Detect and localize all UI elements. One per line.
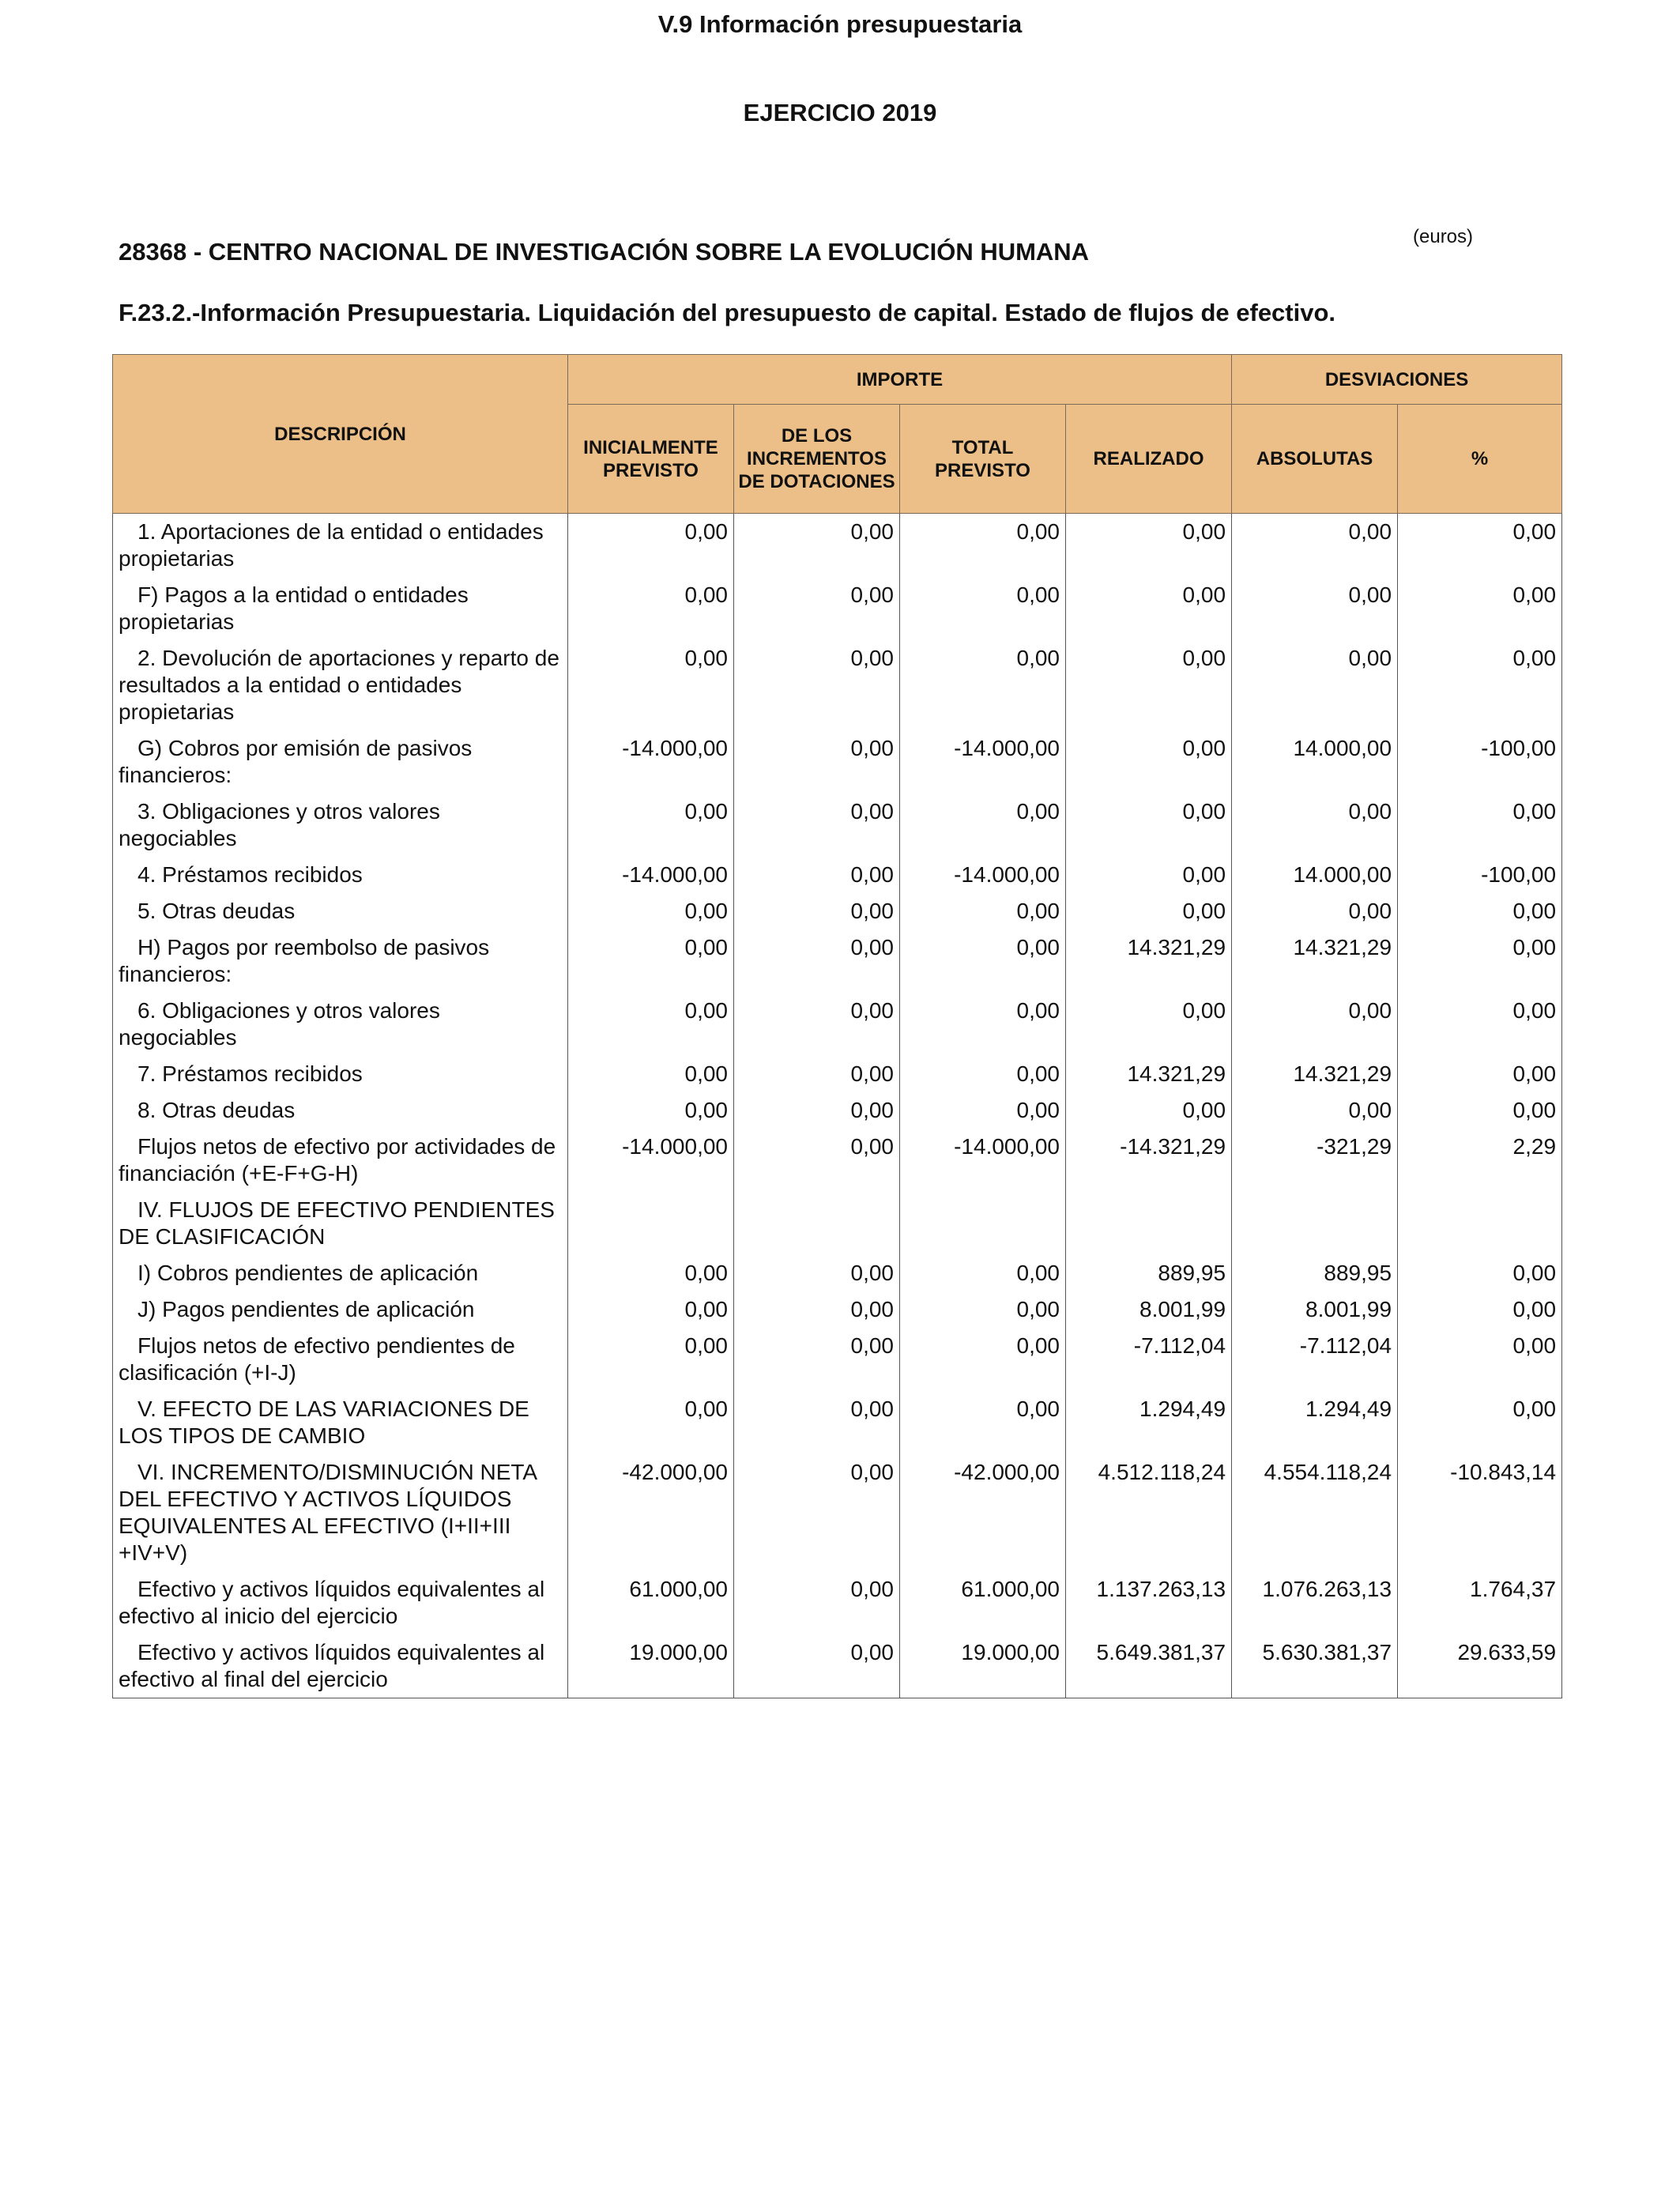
cell-realizado: 14.321,29 <box>1066 1056 1232 1092</box>
cell-realizado: 4.512.118,24 <box>1066 1454 1232 1571</box>
table-row <box>113 893 1562 929</box>
row-description-text: Efectivo y activos líquidos equivalentes al efectivo al inicio del ejercicio <box>119 1577 545 1628</box>
row-description <box>113 1129 568 1192</box>
cell-porcentaje: 0,00 <box>1398 993 1562 1056</box>
cell-total-previsto: 0,00 <box>900 1092 1066 1129</box>
cell-porcentaje: 0,00 <box>1398 640 1562 730</box>
cell-total-previsto: 0,00 <box>900 1328 1066 1391</box>
cell-inicialmente-previsto: -42.000,00 <box>568 1454 734 1571</box>
cell-inicialmente-previsto: 0,00 <box>568 1056 734 1092</box>
cell-inicialmente-previsto: -14.000,00 <box>568 857 734 893</box>
cell-incrementos-dotaciones: 0,00 <box>734 1056 900 1092</box>
row-description-text: 4. Préstamos recibidos <box>137 862 363 887</box>
table-row <box>113 1092 1562 1129</box>
cell-incrementos-dotaciones: 0,00 <box>734 1092 900 1129</box>
cell-absolutas: 4.554.118,24 <box>1232 1454 1398 1571</box>
table-row <box>113 929 1562 993</box>
cell-porcentaje: 0,00 <box>1398 1056 1562 1092</box>
cell-incrementos-dotaciones: 0,00 <box>734 893 900 929</box>
cell-porcentaje: 0,00 <box>1398 893 1562 929</box>
cell-absolutas: 889,95 <box>1232 1255 1398 1291</box>
table-row <box>113 993 1562 1056</box>
cell-inicialmente-previsto: -14.000,00 <box>568 730 734 794</box>
cell-inicialmente-previsto: 19.000,00 <box>568 1634 734 1698</box>
cell-porcentaje: 0,00 <box>1398 1092 1562 1129</box>
cell-realizado: 8.001,99 <box>1066 1291 1232 1328</box>
cell-absolutas: 1.076.263,13 <box>1232 1571 1398 1634</box>
cell-absolutas: 0,00 <box>1232 893 1398 929</box>
cell-inicialmente-previsto: -14.000,00 <box>568 1129 734 1192</box>
cell-absolutas: 0,00 <box>1232 1092 1398 1129</box>
cell-realizado <box>1066 1192 1232 1255</box>
cell-realizado: -7.112,04 <box>1066 1328 1232 1391</box>
table-row <box>113 1571 1562 1634</box>
cell-total-previsto: 0,00 <box>900 1255 1066 1291</box>
cell-total-previsto <box>900 1192 1066 1255</box>
cell-absolutas: 14.000,00 <box>1232 730 1398 794</box>
cell-realizado: 1.294,49 <box>1066 1391 1232 1454</box>
col-header-incrementos-dotaciones: DE LOS INCREMENTOS DE DOTACIONES <box>734 405 900 514</box>
row-description <box>113 857 568 893</box>
page-title: V.9 Información presupuestaria <box>657 10 1023 38</box>
cell-inicialmente-previsto: 0,00 <box>568 1291 734 1328</box>
cell-incrementos-dotaciones: 0,00 <box>734 640 900 730</box>
cell-inicialmente-previsto: 61.000,00 <box>568 1571 734 1634</box>
cell-inicialmente-previsto: 0,00 <box>568 514 734 578</box>
cell-realizado: 0,00 <box>1066 857 1232 893</box>
cell-porcentaje: 0,00 <box>1398 514 1562 578</box>
report-subtitle: F.23.2.-Información Presupuestaria. Liquidación del presupuesto de capital. Estado de flujos de efectivo. <box>119 299 1336 326</box>
cell-total-previsto: 0,00 <box>900 1056 1066 1092</box>
row-description <box>113 893 568 929</box>
row-description-text: VI. INCREMENTO/DISMINUCIÓN NETA DEL EFECTIVO Y ACTIVOS LÍQUIDOS EQUIVALENTES AL EFECTIVO (I+II+III +IV+V) <box>119 1460 537 1565</box>
row-description-text: 8. Otras deudas <box>137 1098 296 1122</box>
cell-realizado: 1.137.263,13 <box>1066 1571 1232 1634</box>
table-row <box>113 1634 1562 1698</box>
row-description <box>113 794 568 857</box>
row-description-text: 6. Obligaciones y otros valores negociables <box>119 998 440 1050</box>
cell-absolutas: -321,29 <box>1232 1129 1398 1192</box>
cell-absolutas: 0,00 <box>1232 794 1398 857</box>
row-description <box>113 929 568 993</box>
group-header-desviaciones: DESVIACIONES <box>1232 355 1562 405</box>
cell-total-previsto: 0,00 <box>900 514 1066 578</box>
cell-porcentaje: 0,00 <box>1398 929 1562 993</box>
table-row <box>113 1192 1562 1255</box>
row-description <box>113 1571 568 1634</box>
cell-inicialmente-previsto: 0,00 <box>568 1391 734 1454</box>
row-description-text: 5. Otras deudas <box>137 899 296 923</box>
table-row <box>113 794 1562 857</box>
cell-total-previsto: 0,00 <box>900 993 1066 1056</box>
row-description <box>113 1634 568 1698</box>
row-description-text: I) Cobros pendientes de aplicación <box>137 1261 479 1285</box>
cell-inicialmente-previsto: 0,00 <box>568 1092 734 1129</box>
col-header-total-previsto: TOTAL PREVISTO <box>900 405 1066 514</box>
currency-units: (euros) <box>1413 226 1474 247</box>
entity-name: 28368 - CENTRO NACIONAL DE INVESTIGACIÓN SOBRE LA EVOLUCIÓN HUMANA <box>119 238 1090 266</box>
cell-porcentaje: 29.633,59 <box>1398 1634 1562 1698</box>
cell-absolutas: 5.630.381,37 <box>1232 1634 1398 1698</box>
row-description-text: 1. Aportaciones de la entidad o entidades propietarias <box>119 519 544 571</box>
cell-realizado: 0,00 <box>1066 794 1232 857</box>
cell-total-previsto: 0,00 <box>900 929 1066 993</box>
cell-porcentaje: -100,00 <box>1398 730 1562 794</box>
cell-porcentaje <box>1398 1192 1562 1255</box>
table-row <box>113 577 1562 640</box>
fiscal-year: EJERCICIO 2019 <box>743 99 937 126</box>
table-row <box>113 640 1562 730</box>
cell-total-previsto: 0,00 <box>900 1291 1066 1328</box>
cell-porcentaje: 0,00 <box>1398 794 1562 857</box>
cell-porcentaje: -100,00 <box>1398 857 1562 893</box>
cell-absolutas: 0,00 <box>1232 640 1398 730</box>
cell-porcentaje: 0,00 <box>1398 1328 1562 1391</box>
row-description <box>113 1328 568 1391</box>
cell-porcentaje: 0,00 <box>1398 577 1562 640</box>
cell-absolutas: 0,00 <box>1232 577 1398 640</box>
row-description-text: J) Pagos pendientes de aplicación <box>137 1297 475 1321</box>
table-row <box>113 514 1562 578</box>
cell-absolutas: 14.321,29 <box>1232 1056 1398 1092</box>
cell-realizado: 0,00 <box>1066 1092 1232 1129</box>
cell-total-previsto: -14.000,00 <box>900 1129 1066 1192</box>
cell-porcentaje: 1.764,37 <box>1398 1571 1562 1634</box>
cell-incrementos-dotaciones: 0,00 <box>734 1129 900 1192</box>
cell-porcentaje: 0,00 <box>1398 1391 1562 1454</box>
row-description-text: 7. Préstamos recibidos <box>137 1061 363 1086</box>
cell-incrementos-dotaciones: 0,00 <box>734 577 900 640</box>
cell-inicialmente-previsto: 0,00 <box>568 794 734 857</box>
cell-porcentaje: 0,00 <box>1398 1291 1562 1328</box>
cell-absolutas: -7.112,04 <box>1232 1328 1398 1391</box>
table-row <box>113 857 1562 893</box>
cell-inicialmente-previsto: 0,00 <box>568 577 734 640</box>
cell-incrementos-dotaciones: 0,00 <box>734 1454 900 1571</box>
cell-total-previsto: 19.000,00 <box>900 1634 1066 1698</box>
cell-realizado: 0,00 <box>1066 577 1232 640</box>
cash-flow-table <box>112 354 1562 1698</box>
row-description <box>113 1454 568 1571</box>
table-row <box>113 1291 1562 1328</box>
row-description <box>113 993 568 1056</box>
table-row <box>113 730 1562 794</box>
row-description-text: Efectivo y activos líquidos equivalentes al efectivo al final del ejercicio <box>119 1640 545 1691</box>
row-description <box>113 1255 568 1291</box>
cell-inicialmente-previsto: 0,00 <box>568 893 734 929</box>
cell-inicialmente-previsto <box>568 1192 734 1255</box>
cell-incrementos-dotaciones: 0,00 <box>734 1255 900 1291</box>
cell-realizado: 0,00 <box>1066 640 1232 730</box>
cell-absolutas: 14.321,29 <box>1232 929 1398 993</box>
cell-inicialmente-previsto: 0,00 <box>568 640 734 730</box>
col-header-descripcion: DESCRIPCIÓN <box>113 355 568 514</box>
row-description <box>113 1092 568 1129</box>
cell-realizado: 889,95 <box>1066 1255 1232 1291</box>
cell-absolutas <box>1232 1192 1398 1255</box>
row-description <box>113 730 568 794</box>
cell-inicialmente-previsto: 0,00 <box>568 929 734 993</box>
cell-total-previsto: -42.000,00 <box>900 1454 1066 1571</box>
row-description-text: Flujos netos de efectivo por actividades de financiación (+E-F+G-H) <box>119 1134 556 1186</box>
row-description <box>113 1056 568 1092</box>
col-header-absolutas: ABSOLUTAS <box>1232 405 1398 514</box>
cell-absolutas: 1.294,49 <box>1232 1391 1398 1454</box>
cell-inicialmente-previsto: 0,00 <box>568 1255 734 1291</box>
row-description <box>113 1291 568 1328</box>
row-description <box>113 1391 568 1454</box>
cell-porcentaje: 2,29 <box>1398 1129 1562 1192</box>
cell-incrementos-dotaciones: 0,00 <box>734 929 900 993</box>
row-description <box>113 640 568 730</box>
cell-total-previsto: 0,00 <box>900 794 1066 857</box>
row-description-text: Flujos netos de efectivo pendientes de clasificación (+I-J) <box>119 1333 515 1385</box>
row-description-text: IV. FLUJOS DE EFECTIVO PENDIENTES DE CLASIFICACIÓN <box>119 1197 555 1249</box>
cell-total-previsto: 0,00 <box>900 577 1066 640</box>
row-description <box>113 1192 568 1255</box>
cell-realizado: 0,00 <box>1066 514 1232 578</box>
table-row <box>113 1328 1562 1391</box>
row-description-text: G) Cobros por emisión de pasivos financieros: <box>119 736 473 787</box>
cell-incrementos-dotaciones: 0,00 <box>734 794 900 857</box>
group-header-importe: IMPORTE <box>568 355 1232 405</box>
col-header-inicialmente-previsto: INICIALMENTE PREVISTO <box>568 405 734 514</box>
cell-incrementos-dotaciones: 0,00 <box>734 1328 900 1391</box>
cell-incrementos-dotaciones: 0,00 <box>734 993 900 1056</box>
table-row <box>113 1056 1562 1092</box>
cell-total-previsto: -14.000,00 <box>900 730 1066 794</box>
cell-realizado: 5.649.381,37 <box>1066 1634 1232 1698</box>
cell-incrementos-dotaciones <box>734 1192 900 1255</box>
cell-incrementos-dotaciones: 0,00 <box>734 1634 900 1698</box>
cell-absolutas: 8.001,99 <box>1232 1291 1398 1328</box>
table-row <box>113 1391 1562 1454</box>
table-row <box>113 1129 1562 1192</box>
row-description <box>113 514 568 578</box>
cell-inicialmente-previsto: 0,00 <box>568 1328 734 1391</box>
col-header-realizado: REALIZADO <box>1066 405 1232 514</box>
row-description-text: 2. Devolución de aportaciones y reparto de resultados a la entidad o entidades propietarias <box>119 646 559 724</box>
cell-porcentaje: 0,00 <box>1398 1255 1562 1291</box>
cell-incrementos-dotaciones: 0,00 <box>734 857 900 893</box>
cell-incrementos-dotaciones: 0,00 <box>734 1571 900 1634</box>
cell-realizado: 0,00 <box>1066 993 1232 1056</box>
cell-total-previsto: 0,00 <box>900 893 1066 929</box>
cell-inicialmente-previsto: 0,00 <box>568 993 734 1056</box>
cell-total-previsto: 0,00 <box>900 640 1066 730</box>
group-header-row <box>113 355 1562 405</box>
cell-absolutas: 0,00 <box>1232 514 1398 578</box>
cell-total-previsto: 61.000,00 <box>900 1571 1066 1634</box>
cell-realizado: 0,00 <box>1066 893 1232 929</box>
cell-realizado: -14.321,29 <box>1066 1129 1232 1192</box>
col-header-porcentaje: % <box>1398 405 1562 514</box>
row-description-text: V. EFECTO DE LAS VARIACIONES DE LOS TIPOS DE CAMBIO <box>119 1397 529 1448</box>
table-row <box>113 1255 1562 1291</box>
cell-incrementos-dotaciones: 0,00 <box>734 1291 900 1328</box>
cell-incrementos-dotaciones: 0,00 <box>734 514 900 578</box>
cell-porcentaje: -10.843,14 <box>1398 1454 1562 1571</box>
cell-incrementos-dotaciones: 0,00 <box>734 730 900 794</box>
cell-total-previsto: -14.000,00 <box>900 857 1066 893</box>
cell-realizado: 0,00 <box>1066 730 1232 794</box>
row-description <box>113 577 568 640</box>
cell-incrementos-dotaciones: 0,00 <box>734 1391 900 1454</box>
table-row <box>113 1454 1562 1571</box>
row-description-text: 3. Obligaciones y otros valores negociables <box>119 799 440 850</box>
row-description-text: F) Pagos a la entidad o entidades propietarias <box>119 582 469 634</box>
row-description-text: H) Pagos por reembolso de pasivos financieros: <box>119 935 490 986</box>
cell-absolutas: 14.000,00 <box>1232 857 1398 893</box>
cell-absolutas: 0,00 <box>1232 993 1398 1056</box>
cell-total-previsto: 0,00 <box>900 1391 1066 1454</box>
cell-realizado: 14.321,29 <box>1066 929 1232 993</box>
